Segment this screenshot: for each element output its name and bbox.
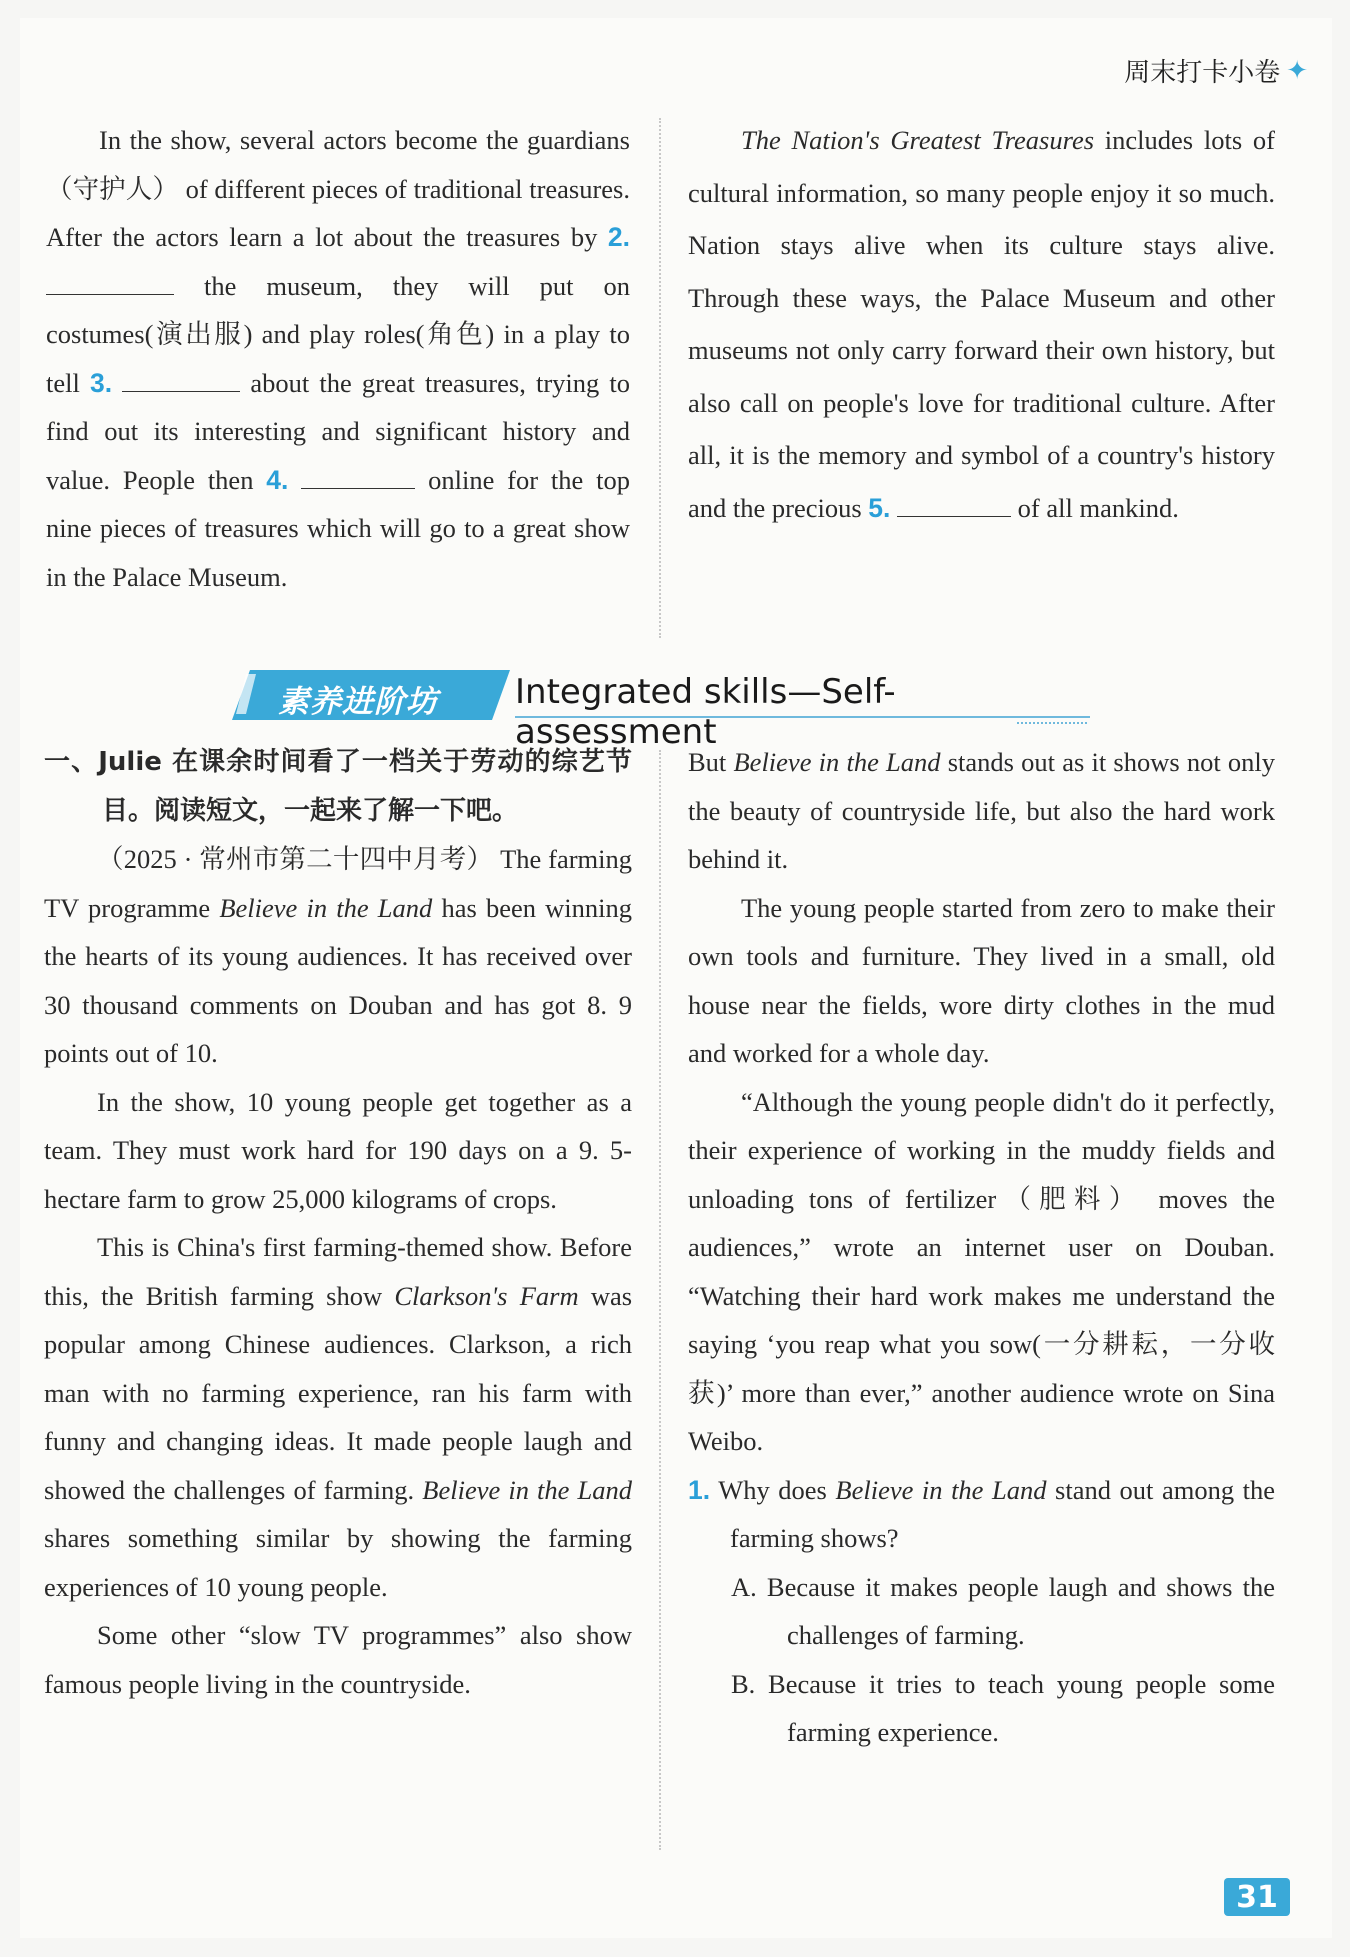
text: of all mankind. bbox=[1017, 492, 1179, 523]
text: stand out among the farming shows? bbox=[730, 1474, 1276, 1553]
text: includes lots of cultural information, so many people enjoy it so much. Nation stays alive when its culture stays alive. Through these ways, the Palace Museum and other museums not only carry forward their own history, but also call on people's love for traditional culture. After all, it is the memory and symbol of a country's history and the precious bbox=[688, 125, 1275, 523]
text: In the show, several actors become the guardians bbox=[99, 125, 630, 155]
option-a[interactable]: A. Because it makes people laugh and shows the challenges of farming. bbox=[731, 1571, 1275, 1650]
blank-number-4: 4. bbox=[266, 464, 289, 495]
programme-title: Believe in the Land bbox=[733, 747, 941, 777]
programme-title: Believe in the Land bbox=[835, 1474, 1047, 1505]
text: Why does bbox=[718, 1474, 827, 1505]
text: The farming TV programme bbox=[44, 844, 633, 923]
bottom-right-passage bbox=[688, 738, 1275, 1757]
title-dots bbox=[1017, 722, 1087, 724]
title-underline bbox=[515, 716, 1090, 718]
text: But bbox=[688, 747, 727, 777]
programme-title: The Nation's Greatest Treasures bbox=[741, 125, 1095, 155]
question-number: 1. bbox=[688, 1474, 711, 1505]
header-tag bbox=[1124, 52, 1308, 89]
paragraph: The young people started from zero to make their own tools and furniture. They lived in a small, old house near the fields, wore dirty clothes in the mud and worked for a whole day. bbox=[688, 892, 1275, 1068]
text: （守护人） bbox=[46, 173, 179, 204]
text: This is China's first farming-themed show. Before this, the British farming show bbox=[44, 1232, 632, 1311]
text: was popular among Chinese audiences. Clarkson, a rich man with no farming experience, ran his farm with funny and changing ideas. It made people laugh and showed the challenges of farming. bbox=[44, 1280, 633, 1505]
header-label: 周末打卡小卷 bbox=[1124, 58, 1281, 88]
paragraph: In the show, 10 young people get together as a team. They must work hard for 190 days on a 9. 5-hectare farm to grow 25,000 kilograms of crops. bbox=[44, 1086, 632, 1214]
programme-title: Believe in the Land bbox=[219, 892, 433, 923]
top-right-passage bbox=[688, 114, 1275, 534]
answer-blank-3[interactable] bbox=[122, 361, 240, 392]
banner-label: 素养进阶坊 bbox=[278, 684, 438, 720]
text: of different pieces of traditional treasures. After the actors learn a lot about the treasures by bbox=[46, 173, 630, 252]
bottom-left-passage bbox=[44, 738, 632, 1708]
section-banner bbox=[232, 662, 1092, 752]
text: online for the top nine pieces of treasures which will go to a great show in the Palace Museum. bbox=[46, 464, 630, 592]
answer-blank-5[interactable] bbox=[897, 486, 1011, 517]
sparkle-icon: ✦ bbox=[1286, 55, 1308, 86]
column-divider bbox=[659, 750, 661, 1850]
text: the museum, they will put on costumes(演出服) and play roles(角色) in a play to tell bbox=[46, 270, 630, 398]
programme-title: Believe in the Land bbox=[422, 1474, 633, 1505]
answer-blank-4[interactable] bbox=[301, 458, 415, 489]
question-heading: 一、Julie 在课余时间看了一档关于劳动的综艺节目。阅读短文，一起来了解一下吧。 bbox=[44, 747, 632, 826]
blank-number-3: 3. bbox=[90, 367, 113, 398]
text: about the great treasures, trying to find out its interesting and significant history and value. People then bbox=[46, 367, 631, 495]
column-divider bbox=[659, 118, 661, 638]
blank-number-2: 2. bbox=[607, 222, 631, 252]
text: stands out as it shows not only the beauty of countryside life, but also the hard work behind it. bbox=[688, 747, 1276, 874]
answer-blank-2[interactable] bbox=[46, 264, 174, 295]
top-left-passage bbox=[46, 116, 630, 601]
paragraph: Some other “slow TV programmes” also show famous people living in the countryside. bbox=[44, 1620, 632, 1699]
option-b[interactable]: B. Because it tries to teach young people some farming experience. bbox=[731, 1668, 1275, 1747]
section-title: Integrated skills—Self-assessment bbox=[515, 672, 896, 752]
programme-title: Clarkson's Farm bbox=[394, 1280, 579, 1311]
paragraph: “Although the young people didn't do it perfectly, their experience of working in the muddy fields and unloading tons of fertilizer（肥料） moves the audiences,” wrote an internet user on Douban. “Watching their hard work makes me understand the saying ‘you reap what you sow(一分耕耘，一分收获)’ more than ever,” another audience wrote on Sina Weibo. bbox=[688, 1086, 1275, 1456]
blank-number-5: 5. bbox=[868, 492, 891, 523]
text: shares something similar by showing the farming experiences of 10 young people. bbox=[44, 1523, 632, 1602]
text: has been winning the hearts of its young audiences. It has received over 30 thousand comments on Douban and has got 8. 9 points out of 10. bbox=[44, 892, 633, 1068]
page-number: 31 bbox=[1224, 1878, 1290, 1916]
question-1 bbox=[688, 1466, 1275, 1563]
source-note: （2025 · 常州市第二十四中月考） bbox=[97, 844, 494, 874]
